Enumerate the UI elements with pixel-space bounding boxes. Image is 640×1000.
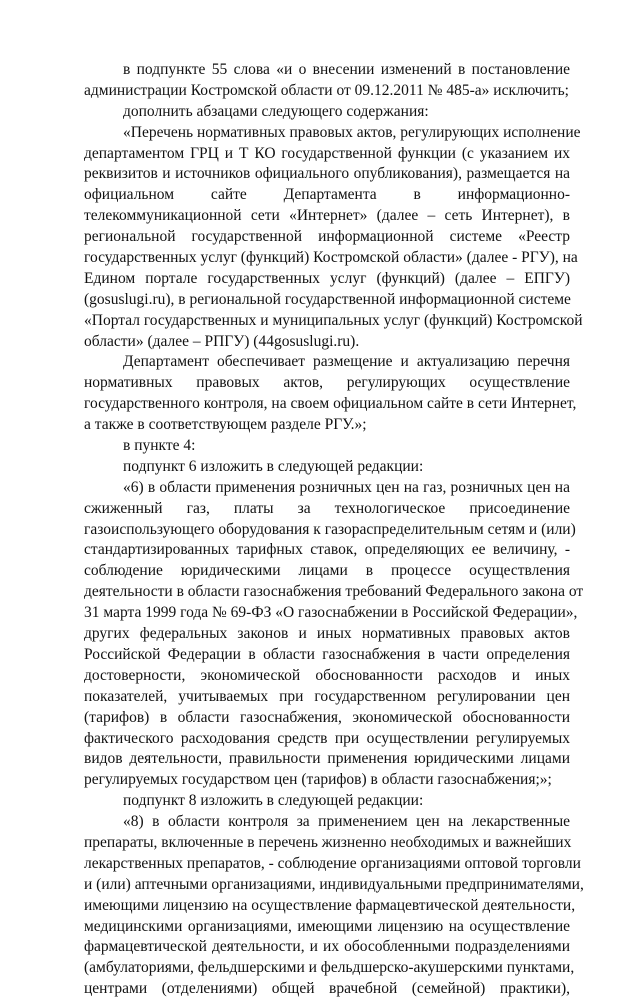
text-line: «6) в области применения розничных цен на газ, розничных цен на — [123, 478, 570, 496]
text-line: деятельности в области газоснабжения требований Федерального закона от — [84, 583, 584, 601]
text-line: дополнить абзацами следующего содержания: — [123, 102, 429, 120]
text-line: Российской Федерации в области газоснабжения в части определения — [84, 645, 570, 663]
text-line: региональной государственной информационной системе «Реестр — [84, 228, 570, 246]
text-line: достоверности, экономической обоснованности расходов и иных — [84, 666, 570, 684]
text-line: других федеральных законов и иных нормативных правовых актов — [84, 625, 570, 643]
text-line: препараты, включенные в перечень жизненно необходимых и важнейших — [84, 833, 572, 851]
text-line: в пункте 4: — [123, 437, 196, 455]
text-line: газоиспользующего оборудования к газораспределительным сетям и (или) — [84, 520, 576, 538]
text-line: центрами (отделениями) общей врачебной (семейной) практики), — [84, 980, 570, 998]
text-line: регулируемых государством цен (тарифов) в области газоснабжения;»; — [84, 771, 552, 789]
document-body — [84, 60, 584, 1000]
text-line: государственного контроля, на своем официальном сайте в сети Интернет, — [84, 395, 577, 413]
text-line: «Перечень нормативных правовых актов, регулирующих исполнение — [123, 123, 581, 141]
text-line: подпункт 8 изложить в следующей редакции: — [123, 792, 424, 810]
text-line: телекоммуникационной сети «Интернет» (далее – сеть Интернет), в — [84, 207, 570, 225]
text-line: фактического расходования средств при осуществлении регулируемых — [84, 729, 570, 747]
text-line: департаментом ГРЦ и Т КО государственной функции (с указанием их — [84, 144, 570, 162]
text-line: фармацевтической деятельности, и их обособленными подразделениями — [84, 938, 570, 956]
text-line: в подпункте 55 слова «и о внесении изменений в постановление — [123, 61, 570, 78]
text-line: «Портал государственных и муниципальных услуг (функций) Костромской — [84, 311, 583, 329]
text-line: стандартизированных тарифных ставок, определяющих ее величину, - — [84, 541, 570, 559]
text-line: официальном сайте Департамента в информационно- — [84, 186, 570, 204]
text-line: (gosuslugi.ru), в региональной государственной информационной системе — [84, 290, 571, 308]
text-line: (тарифов) в области газоснабжения, экономической обоснованности — [84, 708, 570, 726]
text-line: медицинскими организациями, имеющими лицензию на осуществление — [84, 917, 570, 935]
text-line: нормативных правовых актов, регулирующих осуществление — [84, 374, 570, 392]
text-line: «8) в области контроля за применением цен на лекарственные — [123, 813, 570, 831]
text-line: сжиженный газ, платы за технологическое присоединение — [84, 499, 570, 517]
text-line: 31 марта 1999 года № 69-ФЗ «О газоснабжении в Российской Федерации», — [84, 604, 578, 622]
text-line: и (или) аптечными организациями, индивидуальными предпринимателями, — [84, 875, 584, 893]
text-line: показателей, учитываемых при государственном регулировании цен — [84, 687, 570, 705]
text-line: (амбулаториями, фельдшерскими и фельдшерско-акушерскими пунктами, — [84, 959, 575, 977]
text-line: реквизитов и источников официального опубликования), размещается на — [84, 165, 570, 183]
text-line: а также в соответствующем разделе РГУ.»; — [84, 416, 367, 434]
text-line: имеющими лицензию на осуществление фармацевтической деятельности, — [84, 896, 576, 914]
text-line: подпункт 6 изложить в следующей редакции: — [123, 457, 424, 475]
text-line: государственных услуг (функций) Костромской области» (далее - РГУ), на — [84, 249, 578, 267]
text-line: Департамент обеспечивает размещение и актуализацию перечня — [123, 353, 570, 371]
text-line: администрации Костромской области от 09.12.2011 № 485-а» исключить; — [84, 81, 569, 99]
text-line: лекарственных препаратов, - соблюдение организациями оптовой торговли — [84, 854, 581, 872]
text-line: области» (далее – РПГУ) (44gosuslugi.ru). — [84, 332, 360, 350]
text-line: соблюдение юридическими лицами в процессе осуществления — [84, 562, 570, 580]
text-line: Едином портале государственных услуг (функций) (далее – ЕПГУ) — [84, 269, 570, 287]
text-line: видов деятельности, правильности применения юридическими лицами — [84, 750, 570, 768]
